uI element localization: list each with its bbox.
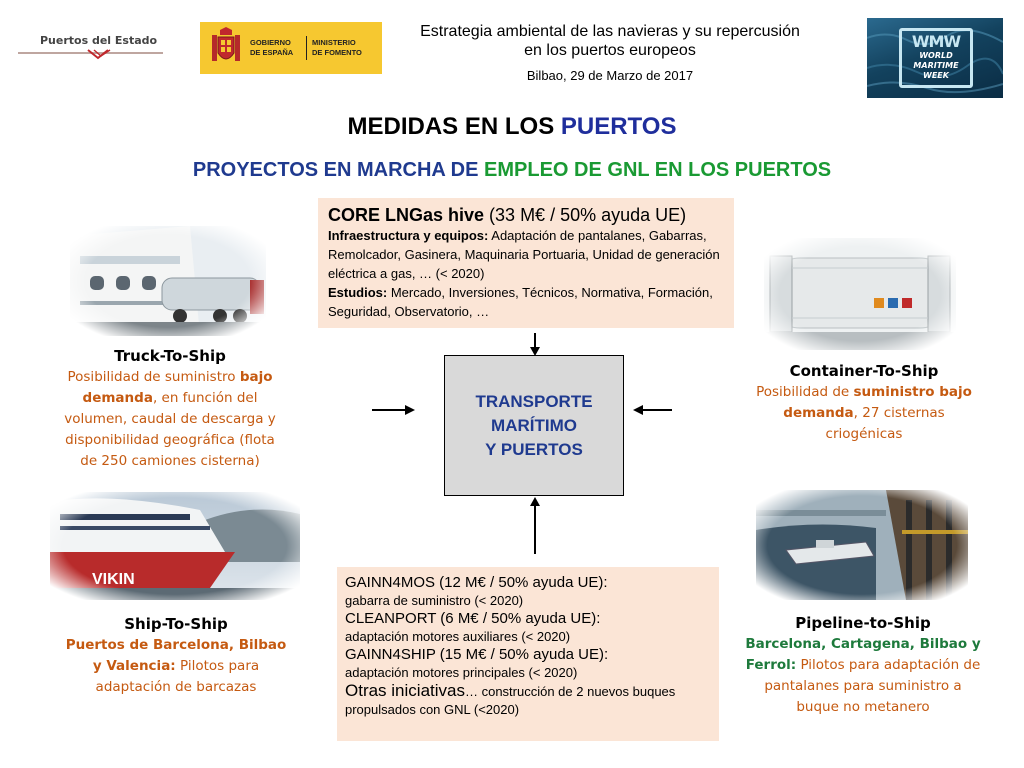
truck-to-ship-title: Truck-To-Ship (114, 347, 226, 365)
pipeline-to-ship-text: Barcelona, Cartagena, Bilbao y Ferrol: Pilotos para adaptación de pantalanes para suministro a buque no metanero (745, 636, 981, 715)
pipeline-to-ship-photo (756, 490, 968, 600)
arrow-right-icon (372, 403, 416, 417)
core-studies: Estudios: Mercado, Inversiones, Técnicos, Normativa, Formación, Seguridad, Observatorio, … (328, 285, 713, 319)
container-to-ship-title: Container-To-Ship (789, 362, 939, 380)
ship-to-ship-text: Puertos de Barcelona, Bilbao y Valencia: Pilotos para adaptación de barcazas (65, 637, 287, 695)
gainn4ship-detail: adaptación motores principales (< 2020) (345, 665, 578, 680)
event-date: Bilbao, 29 de Marzo de 2017 (526, 68, 694, 83)
otras-iniciativas: Otras iniciativas… construcción de 2 nuevos buques propulsados con GNL (<2020) (345, 681, 676, 717)
gainn-projects-box (337, 567, 719, 741)
ship-to-ship-photo (50, 492, 300, 600)
arrow-down-icon (527, 333, 543, 357)
gov-logo-separator (306, 36, 307, 60)
gainn4mos-detail: gabarra de suministro (< 2020) (345, 593, 524, 608)
arrow-left-icon (632, 403, 672, 417)
main-title: MEDIDAS EN LOS PUERTOS (347, 113, 677, 140)
core-heading: CORE LNGas hive (33 M€ / 50% ayuda UE) (328, 205, 687, 225)
wmw-words: WORLD MARITIME WEEK (913, 51, 959, 80)
ship-to-ship-caption (62, 613, 290, 698)
arrow-up-icon (527, 496, 543, 554)
world-maritime-week-logo (867, 18, 1003, 98)
core-lngas-hive-box (318, 198, 734, 328)
wmw-badge (899, 28, 973, 88)
truck-to-ship-text: Posibilidad de suministro bajo demanda, en función del volumen, caudal de descarga y disponibilidad geográfica (flota de 250 camiones cisterna) (64, 369, 276, 469)
gobierno-espana-logo (200, 22, 382, 74)
truck-to-ship-photo (70, 226, 266, 336)
center-box-label: TRANSPORTE MARÍTIMO Y PUERTOS (475, 391, 593, 459)
puertos-del-estado-logo (18, 30, 163, 66)
container-to-ship-caption (750, 360, 978, 445)
gobierno-label: GOBIERNO DE ESPAÑA (250, 38, 294, 57)
gainn4ship-line: GAINN4SHIP (15 M€ / 50% ayuda UE): (345, 646, 609, 663)
container-to-ship-photo (764, 238, 956, 350)
gobierno-shield-icon (209, 27, 243, 69)
sub-title: PROYECTOS EN MARCHA DE EMPLEO DE GNL EN LOS PUERTOS (192, 159, 832, 181)
pipeline-to-ship-title: Pipeline-to-Ship (795, 614, 931, 632)
core-infra: Infraestructura y equipos: Adaptación de pantalanes, Gabarras, Remolcador, Gasinera, Maquinaria Portuaria, Unidad de generación eléctrica a gas, … (< 2020) (328, 228, 720, 281)
pipeline-to-ship-caption (745, 612, 981, 718)
transporte-maritimo-box (444, 355, 624, 496)
cleanport-line: CLEANPORT (6 M€ / 50% ayuda UE): (345, 610, 601, 627)
puertos-del-estado-label: Puertos del Estado (40, 34, 158, 47)
truck-to-ship-caption (56, 345, 284, 472)
ship-to-ship-title: Ship-To-Ship (124, 615, 228, 633)
container-to-ship-text: Posibilidad de suministro bajo demanda, 27 cisternas criogénicas (756, 384, 972, 442)
ministerio-label: MINISTERIO DE FOMENTO (312, 38, 362, 57)
wmw-letters: WMW (911, 32, 961, 51)
puertos-del-estado-mark-icon (86, 47, 116, 61)
cleanport-detail: adaptación motores auxiliares (< 2020) (345, 629, 571, 644)
gainn4mos-line: GAINN4MOS (12 M€ / 50% ayuda UE): (345, 574, 608, 591)
event-title: Estrategia ambiental de las navieras y su repercusión en los puertos europeos (420, 23, 800, 59)
